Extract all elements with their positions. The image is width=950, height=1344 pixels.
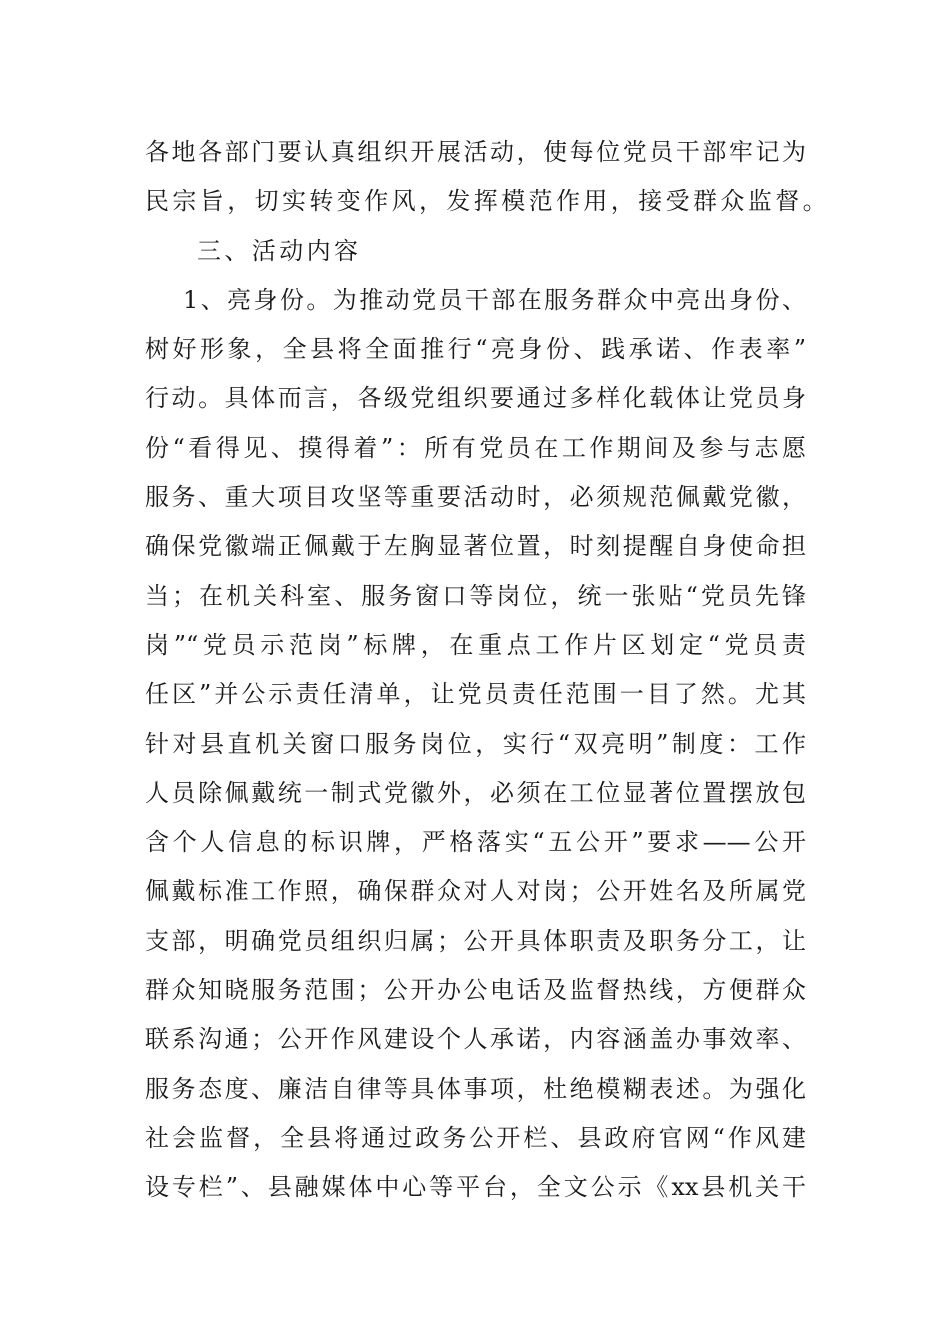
paragraph-line: 各地各部门要认真组织开展活动，使每位党员干部牢记为 bbox=[145, 138, 806, 166]
paragraph-line: 人员除佩戴统一制式党徽外，必须在工位显著位置摆放包 bbox=[145, 778, 806, 807]
paragraph-line: 行动。具体而言，各级党组织要通过多样化载体让党员身 bbox=[145, 384, 806, 413]
paragraph-line: 树好形象，全县将全面推行“亮身份、践承诺、作表率” bbox=[145, 335, 806, 364]
paragraph-line: 支部，明确党员组织归属；公开具体职责及职务分工，让 bbox=[145, 926, 806, 955]
paragraph-line: 社会监督，全县将通过政务公开栏、县政府官网“作风建 bbox=[145, 1123, 806, 1152]
paragraph-line: 1、亮身份。为推动党员干部在服务群众中亮出身份、 bbox=[183, 285, 806, 314]
paragraph-line: 当；在机关科室、服务窗口等岗位，统一张贴“党员先锋 bbox=[145, 581, 806, 610]
paragraph-line: 佩戴标准工作照，确保群众对人对岗；公开姓名及所属党 bbox=[145, 877, 806, 906]
paragraph-line: 份“看得见、摸得着”：所有党员在工作期间及参与志愿 bbox=[145, 433, 806, 462]
section-heading: 三、活动内容 bbox=[197, 236, 362, 265]
paragraph-line: 针对县直机关窗口服务岗位，实行“双亮明”制度：工作 bbox=[145, 729, 806, 758]
paragraph-line: 确保党徽端正佩戴于左胸显著位置，时刻提醒自身使命担 bbox=[145, 532, 806, 561]
paragraph-line: 民宗旨，切实转变作风，发挥模范作用，接受群众监督。 bbox=[145, 187, 830, 216]
paragraph-line: 任区”并公示责任清单，让党员责任范围一目了然。尤其 bbox=[145, 680, 806, 709]
paragraph-line: 群众知晓服务范围；公开办公电话及监督热线，方便群众 bbox=[145, 976, 806, 1005]
paragraph-line: 联系沟通；公开作风建设个人承诺，内容涵盖办事效率、 bbox=[145, 1025, 806, 1054]
paragraph-line: 岗”“党员示范岗”标牌，在重点工作片区划定“党员责 bbox=[145, 630, 806, 659]
paragraph-line: 服务、重大项目攻坚等重要活动时，必须规范佩戴党徽， bbox=[145, 483, 806, 512]
paragraph-line: 服务态度、廉洁自律等具体事项，杜绝模糊表述。为强化 bbox=[145, 1074, 806, 1103]
paragraph-line: 设专栏”、县融媒体中心等平台，全文公示《xx县机关干 bbox=[145, 1173, 806, 1202]
paragraph-line: 含个人信息的标识牌，严格落实“五公开”要求——公开 bbox=[145, 828, 806, 857]
document-body bbox=[145, 128, 830, 1213]
